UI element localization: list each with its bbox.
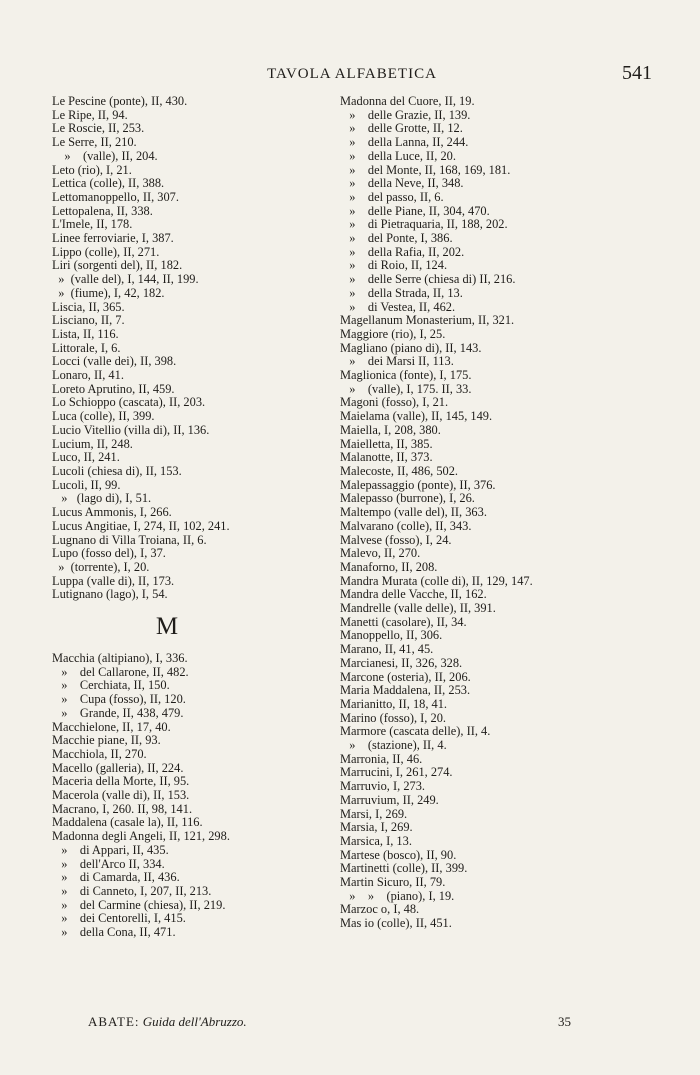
index-entry: Liri (sorgenti del), II, 182. bbox=[52, 259, 183, 273]
index-entry: Macchiola, II, 270. bbox=[52, 747, 147, 761]
section-letter-m: M bbox=[155, 613, 179, 641]
index-entry: Marsia, I, 269. bbox=[340, 821, 413, 835]
index-entry: » » (piano), I, 19. bbox=[340, 889, 455, 903]
index-entry: Lettica (colle), II, 388. bbox=[52, 177, 165, 191]
index-entry: Macchielone, II, 17, 40. bbox=[52, 720, 171, 734]
index-entry: Le Roscie, II, 253. bbox=[52, 122, 145, 136]
index-entry: Marianitto, II, 18, 41. bbox=[340, 697, 448, 711]
index-entry: Marsi, I, 269. bbox=[340, 807, 408, 821]
index-entry: » della Neve, II, 348. bbox=[340, 177, 464, 191]
index-entry: » Grande, II, 438, 479. bbox=[52, 706, 184, 720]
index-entry: » (fiume), I, 42, 182. bbox=[52, 286, 165, 300]
index-entry: Marrucini, I, 261, 274. bbox=[340, 766, 453, 780]
index-entry: Magoni (fosso), I, 21. bbox=[340, 396, 449, 410]
index-entry: Maiella, I, 208, 380. bbox=[340, 423, 441, 437]
index-entry: » delle Piane, II, 304, 470. bbox=[340, 204, 490, 218]
index-entry: Lugnano di Villa Troiana, II, 6. bbox=[52, 533, 207, 547]
index-entry: Maria Maddalena, II, 253. bbox=[340, 684, 471, 698]
index-entry: » Cupa (fosso), II, 120. bbox=[52, 693, 186, 707]
index-entry: Luca (colle), II, 399. bbox=[52, 410, 155, 424]
index-entry: » delle Grazie, II, 139. bbox=[340, 108, 471, 122]
index-entry: » del passo, II, 6. bbox=[340, 190, 444, 204]
index-entry: Lucoli (chiesa di), II, 153. bbox=[52, 464, 182, 478]
index-entry: Marano, II, 41, 45. bbox=[340, 643, 434, 657]
index-entry: Le Serre, II, 210. bbox=[52, 136, 137, 150]
index-entry: Lettopalena, II, 338. bbox=[52, 204, 153, 218]
index-entry: Macrano, I, 260. II, 98, 141. bbox=[52, 802, 193, 816]
index-entry: Le Pescine (ponte), II, 430. bbox=[52, 95, 188, 108]
index-entry: Marruvio, I, 273. bbox=[340, 780, 425, 794]
index-entry: Mandra Murata (colle di), II, 129, 147. bbox=[340, 574, 533, 588]
index-entry: Linee ferroviarie, I, 387. bbox=[52, 232, 174, 246]
index-entry: » dei Centorelli, I, 415. bbox=[52, 912, 186, 926]
index-entry: Lucoli, II, 99. bbox=[52, 478, 121, 492]
index-entry: Littorale, I, 6. bbox=[52, 341, 121, 355]
index-entry: Locci (valle dei), II, 398. bbox=[52, 355, 177, 369]
index-entry: Malvarano (colle), II, 343. bbox=[340, 519, 472, 533]
index-entry: » del Ponte, I, 386. bbox=[340, 232, 453, 246]
index-entry: Marronia, II, 46. bbox=[340, 752, 423, 766]
index-entry: Magliano (piano di), II, 143. bbox=[340, 341, 482, 355]
index-entry: L'Imele, II, 178. bbox=[52, 218, 133, 232]
index-entry: » della Luce, II, 20. bbox=[340, 149, 456, 163]
index-entry: Lisciano, II, 7. bbox=[52, 314, 125, 328]
index-entry: Macchia (altipiano), I, 336. bbox=[52, 652, 188, 666]
index-entry: Madonna degli Angeli, II, 121, 298. bbox=[52, 830, 230, 844]
index-entry: Marcianesi, II, 326, 328. bbox=[340, 656, 463, 670]
index-entry: Malvese (fosso), I, 24. bbox=[340, 533, 452, 547]
index-entry: » (valle), II, 204. bbox=[52, 149, 158, 163]
index-entry: » (valle del), I, 144, II, 199. bbox=[52, 273, 199, 287]
index-entry: Lucium, II, 248. bbox=[52, 437, 133, 451]
index-entry: » delle Grotte, II, 12. bbox=[340, 122, 463, 136]
index-entry: Lucus Angitiae, I, 274, II, 102, 241. bbox=[52, 519, 230, 533]
index-entry: Macello (galleria), II, 224. bbox=[52, 761, 184, 775]
page-footer bbox=[88, 1014, 588, 1030]
index-entry: » del Carmine (chiesa), II, 219. bbox=[52, 898, 226, 912]
index-entry: Lucio Vitellio (villa di), II, 136. bbox=[52, 423, 210, 437]
index-entry: Maltempo (valle del), II, 363. bbox=[340, 506, 487, 520]
index-entry: Lippo (colle), II, 271. bbox=[52, 245, 160, 259]
index-entry: Maielama (valle), II, 145, 149. bbox=[340, 410, 493, 424]
index-entry: Leto (rio), I, 21. bbox=[52, 163, 132, 177]
index-entry: » di Camarda, II, 436. bbox=[52, 871, 180, 885]
index-entry: Malecoste, II, 486, 502. bbox=[340, 464, 459, 478]
index-entry: Maceria della Morte, II, 95. bbox=[52, 775, 190, 789]
index-entry: Liscia, II, 365. bbox=[52, 300, 125, 314]
index-entry: » di Roio, II, 124. bbox=[340, 259, 448, 273]
index-entry: Maddalena (casale la), II, 116. bbox=[52, 816, 203, 830]
index-entry: Lo Schioppo (cascata), II, 203. bbox=[52, 396, 206, 410]
index-entry: Martin Sicuro, II, 79. bbox=[340, 876, 446, 890]
index-entry: » di Appari, II, 435. bbox=[52, 843, 169, 857]
left-column bbox=[52, 95, 332, 940]
index-entry: Manoppello, II, 306. bbox=[340, 629, 443, 643]
index-entry: Marmore (cascata delle), II, 4. bbox=[340, 725, 491, 739]
index-entry: Loreto Aprutino, II, 459. bbox=[52, 382, 175, 396]
index-entry: Maielletta, II, 385. bbox=[340, 437, 433, 451]
index-entry: » (lago di), I, 51. bbox=[52, 492, 152, 506]
index-entry: Malepassaggio (ponte), II, 376. bbox=[340, 478, 496, 492]
footer-signature: 35 bbox=[558, 1014, 571, 1029]
index-entry: » della Lanna, II, 244. bbox=[340, 136, 469, 150]
index-entry: Marruvium, II, 249. bbox=[340, 793, 439, 807]
index-list-m bbox=[52, 652, 332, 940]
index-entry: Magellanum Monasterium, II, 321. bbox=[340, 314, 515, 328]
index-entry: Mas io (colle), II, 451. bbox=[340, 917, 452, 931]
index-entry: » del Monte, II, 168, 169, 181. bbox=[340, 163, 511, 177]
index-list-l bbox=[52, 95, 332, 602]
index-entry: Mandra delle Vacche, II, 162. bbox=[340, 588, 487, 602]
index-entry: » di Vestea, II, 462. bbox=[340, 300, 456, 314]
page-number: 541 bbox=[622, 62, 652, 84]
index-entry: » (valle), I, 175. II, 33. bbox=[340, 382, 472, 396]
index-entry: » Cerchiata, II, 150. bbox=[52, 679, 170, 693]
index-entry: » della Strada, II, 13. bbox=[340, 286, 463, 300]
index-list-m-continued bbox=[340, 95, 660, 931]
index-entry: » (torrente), I, 20. bbox=[52, 560, 150, 574]
index-entry: » dei Marsi II, 113. bbox=[340, 355, 454, 369]
index-entry: Macchie piane, II, 93. bbox=[52, 734, 161, 748]
index-entry: Malepasso (burrone), I, 26. bbox=[340, 492, 475, 506]
index-entry: Martese (bosco), II, 90. bbox=[340, 848, 457, 862]
index-entry: » di Pietraquaria, II, 188, 202. bbox=[340, 218, 508, 232]
page-header bbox=[52, 62, 652, 88]
index-entry: » (stazione), II, 4. bbox=[340, 739, 447, 753]
index-entry: Marcone (osteria), II, 206. bbox=[340, 670, 471, 684]
index-entry: Luppa (valle di), II, 173. bbox=[52, 574, 175, 588]
index-entry: » del Callarone, II, 482. bbox=[52, 665, 189, 679]
index-entry: Malanotte, II, 373. bbox=[340, 451, 433, 465]
page-title: TAVOLA ALFABETICA bbox=[267, 66, 437, 82]
index-entry: Martinetti (colle), II, 399. bbox=[340, 862, 468, 876]
index-entry: » di Canneto, I, 207, II, 213. bbox=[52, 884, 212, 898]
index-entry: Lista, II, 116. bbox=[52, 327, 119, 341]
index-entry: Le Ripe, II, 94. bbox=[52, 108, 128, 122]
index-entry: Manetti (casolare), II, 34. bbox=[340, 615, 467, 629]
index-entry: Manaforno, II, 208. bbox=[340, 560, 438, 574]
index-entry: Lonaro, II, 41. bbox=[52, 369, 124, 383]
index-entry: Lucus Ammonis, I, 266. bbox=[52, 506, 172, 520]
footer-author: ABATE: bbox=[88, 1014, 140, 1029]
index-entry: » della Cona, II, 471. bbox=[52, 926, 176, 940]
index-entry: » delle Serre (chiesa di) II, 216. bbox=[340, 273, 516, 287]
index-entry: Macerola (valle di), II, 153. bbox=[52, 789, 190, 803]
footer-guide-title: Guida dell'Abruzzo. bbox=[142, 1014, 247, 1029]
index-entry: Lutignano (lago), I, 54. bbox=[52, 588, 168, 602]
index-entry: Marzoc o, I, 48. bbox=[340, 903, 420, 917]
index-entry: Marsica, I, 13. bbox=[340, 834, 412, 848]
index-entry: Lettomanoppello, II, 307. bbox=[52, 190, 179, 204]
index-entry: Malevo, II, 270. bbox=[340, 547, 421, 561]
right-column bbox=[340, 95, 660, 931]
index-entry: Luco, II, 241. bbox=[52, 451, 120, 465]
index-entry: Marino (fosso), I, 20. bbox=[340, 711, 446, 725]
index-entry: » della Rafia, II, 202. bbox=[340, 245, 465, 259]
index-entry: Mandrelle (valle delle), II, 391. bbox=[340, 602, 496, 616]
index-entry: Madonna del Cuore, II, 19. bbox=[340, 95, 475, 108]
index-entry: » dell'Arco II, 334. bbox=[52, 857, 165, 871]
index-entry: Lupo (fosso del), I, 37. bbox=[52, 547, 166, 561]
index-entry: Maglionica (fonte), I, 175. bbox=[340, 369, 472, 383]
index-entry: Maggiore (rio), I, 25. bbox=[340, 327, 446, 341]
